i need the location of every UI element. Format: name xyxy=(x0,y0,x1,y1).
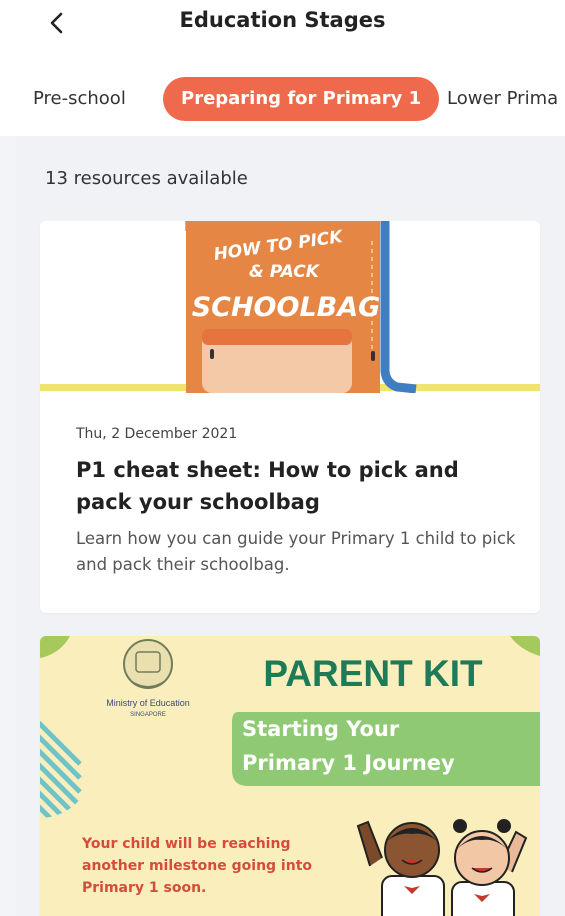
milestone-line1: Your child will be reaching xyxy=(82,836,291,852)
resource-description: Learn how you can guide your Primary 1 child to pick and pack their schoolbag. xyxy=(76,529,516,574)
thumb-line3: SCHOOLBAG xyxy=(191,292,381,323)
schoolbag-thumbnail xyxy=(40,221,540,393)
moe-crest-icon xyxy=(124,640,172,688)
tab-preparing-for-primary-1[interactable]: Preparing for Primary 1 xyxy=(163,77,439,121)
resources-list xyxy=(16,136,565,916)
resource-card[interactable] xyxy=(40,636,540,916)
tab-pre-school[interactable]: Pre-school xyxy=(33,88,126,109)
country-label: SINGAPORE xyxy=(130,712,166,718)
milestone-line3: Primary 1 soon. xyxy=(82,880,207,896)
resource-title[interactable]: P1 cheat sheet: How to pick and pack your schoolbag xyxy=(76,458,459,514)
resource-date: Thu, 2 December 2021 xyxy=(76,426,238,442)
ministry-label: Ministry of Education xyxy=(106,698,190,708)
resource-count: 13 resources available xyxy=(45,168,248,189)
kit-title: PARENT KIT xyxy=(263,653,483,694)
parent-kit-thumbnail xyxy=(40,636,540,916)
page-title: Education Stages xyxy=(179,8,386,32)
thumb-line1: HOW TO PICK xyxy=(212,227,344,265)
tab-lower-primary[interactable]: Lower Prima xyxy=(447,88,559,109)
app-header xyxy=(0,0,565,60)
resource-card[interactable] xyxy=(40,221,540,613)
banner-line2: Primary 1 Journey xyxy=(242,751,455,775)
stage-tabs xyxy=(0,60,565,136)
milestone-line2: another milestone going into xyxy=(82,858,313,874)
decorative-stripes xyxy=(40,664,80,848)
thumb-line2: & PACK xyxy=(249,262,319,282)
banner-line1: Starting Your xyxy=(242,717,400,741)
children-illustration xyxy=(358,819,526,916)
